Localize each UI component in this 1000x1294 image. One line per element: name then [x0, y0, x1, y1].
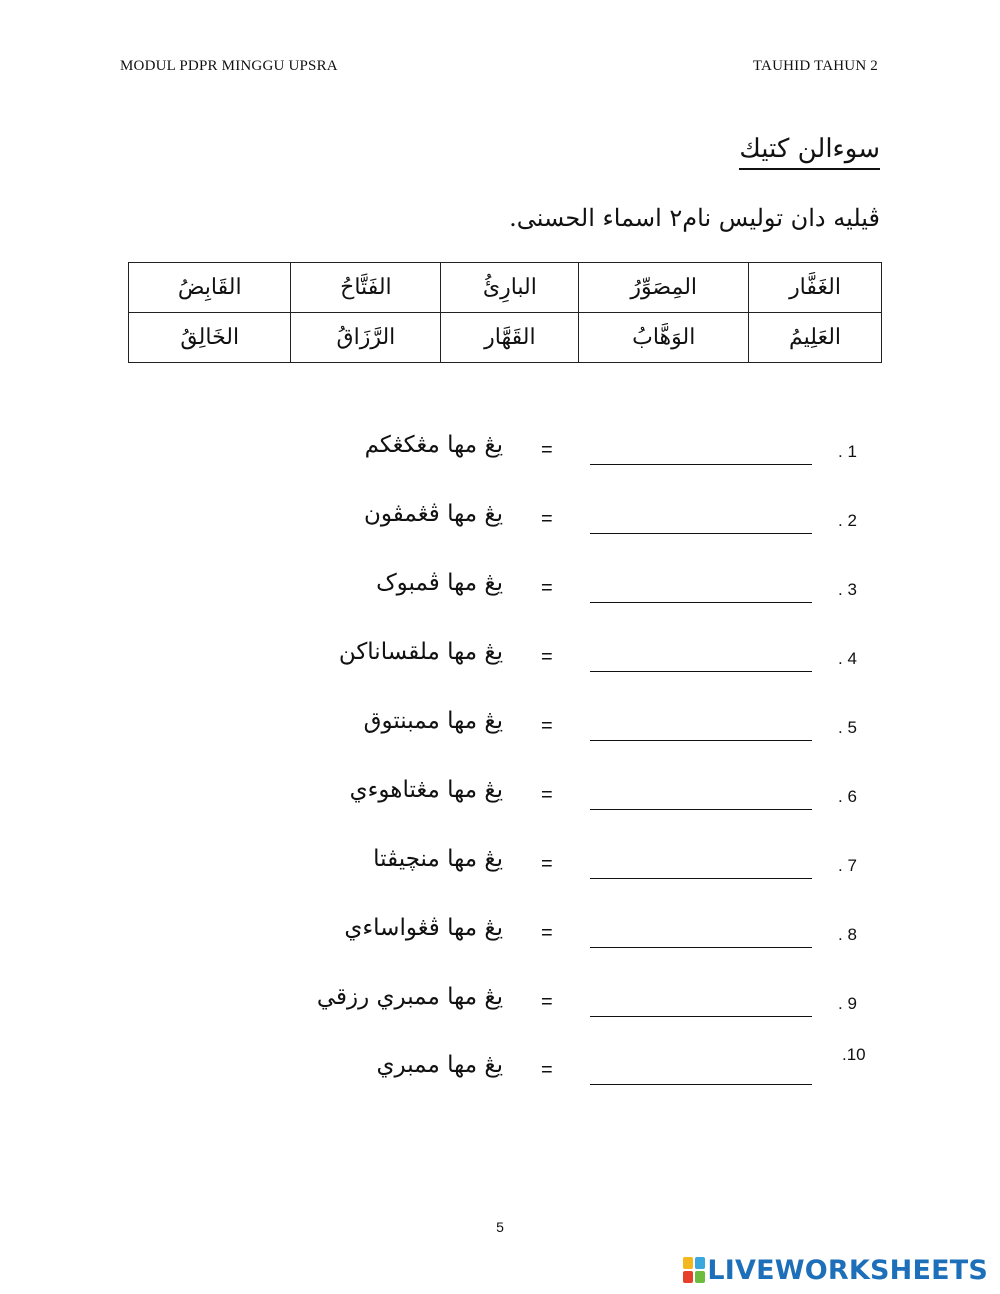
question-text: يڠ مها ملقساناكن — [338, 639, 503, 665]
equals-sign: = — [541, 1059, 553, 1081]
equals-sign: = — [541, 508, 553, 530]
question-number: . 1 — [838, 442, 857, 461]
question-number: .10 — [842, 1045, 866, 1064]
question-text: يڠ مها ڤڠواساءي — [344, 915, 503, 941]
answer-blank-6[interactable] — [590, 809, 812, 810]
brand-name: LIVEWORKSHEETS — [707, 1254, 988, 1286]
equals-sign: = — [541, 991, 553, 1013]
header-right-title: TAUHID TAHUN 2 — [752, 58, 878, 74]
question-row-9 — [0, 980, 1000, 1030]
instruction-text: ڤيليه دان توليس نام٢ اسماء الحسنى. — [509, 204, 880, 232]
question-row-10 — [0, 1045, 1000, 1098]
equals-sign: = — [541, 715, 553, 737]
answer-blank-2[interactable] — [590, 533, 812, 534]
equals-sign: = — [541, 577, 553, 599]
question-number: . 6 — [838, 787, 857, 806]
answer-blank-4[interactable] — [590, 671, 812, 672]
question-row-8 — [0, 911, 1000, 961]
question-row-1 — [0, 428, 1000, 478]
question-number: . 4 — [838, 649, 857, 668]
table-cell: الفَتَّاحُ — [291, 263, 441, 313]
question-text: يڠ مها ممبري — [376, 1052, 503, 1078]
answer-blank-8[interactable] — [590, 947, 812, 948]
answer-blank-7[interactable] — [590, 878, 812, 879]
answer-blank-10[interactable] — [590, 1084, 812, 1085]
table-row — [129, 313, 882, 363]
table-cell: الوَهَّابُ — [579, 313, 749, 363]
equals-sign: = — [541, 922, 553, 944]
question-text: يڠ مها مڠتاهوءي — [349, 777, 503, 803]
question-text: يڠ مها ڤمبوک — [376, 570, 503, 596]
question-row-3 — [0, 566, 1000, 616]
asmaul-husna-table — [128, 262, 882, 363]
page-number: 5 — [496, 1219, 504, 1235]
equals-sign: = — [541, 439, 553, 461]
table-cell: البارِئُ — [441, 263, 579, 313]
question-row-2 — [0, 497, 1000, 547]
question-number: . 9 — [838, 994, 857, 1013]
table-cell: الخَالِقُ — [129, 313, 291, 363]
answer-blank-3[interactable] — [590, 602, 812, 603]
table-cell: القَهَّار — [441, 313, 579, 363]
question-text: يڠ مها مڠكڠكم — [364, 432, 503, 458]
table-row — [129, 263, 882, 313]
question-text: يڠ مها ڤڠمڤون — [364, 501, 503, 527]
question-text: يڠ مها منچيڤتا — [373, 846, 503, 872]
question-number: . 2 — [838, 511, 857, 530]
question-number: . 7 — [838, 856, 857, 875]
section-title: سوءالن كتيك — [739, 134, 880, 170]
question-row-6 — [0, 773, 1000, 823]
header-left-title: MODUL PDPR MINGGU UPSRA — [120, 58, 338, 74]
question-row-7 — [0, 842, 1000, 892]
question-text: يڠ مها ممبنتوق — [363, 708, 503, 734]
table-cell: المِصَوِّرُ — [579, 263, 749, 313]
question-number: . 3 — [838, 580, 857, 599]
answer-blank-9[interactable] — [590, 1016, 812, 1017]
table-cell: العَلِيمُ — [749, 313, 882, 363]
table-cell: الغَفَّار — [749, 263, 882, 313]
answer-blank-1[interactable] — [590, 464, 812, 465]
answer-blank-5[interactable] — [590, 740, 812, 741]
question-number: . 5 — [838, 718, 857, 737]
question-row-4 — [0, 635, 1000, 685]
question-number: . 8 — [838, 925, 857, 944]
equals-sign: = — [541, 646, 553, 668]
equals-sign: = — [541, 784, 553, 806]
liveworksheets-logo-icon — [683, 1257, 705, 1283]
question-text: يڠ مها ممبري رزقي — [316, 984, 503, 1010]
question-row-5 — [0, 704, 1000, 754]
table-cell: الرَّزَاقُ — [291, 313, 441, 363]
liveworksheets-brand[interactable] — [683, 1253, 988, 1287]
equals-sign: = — [541, 853, 553, 875]
table-cell: القَابِضُ — [129, 263, 291, 313]
